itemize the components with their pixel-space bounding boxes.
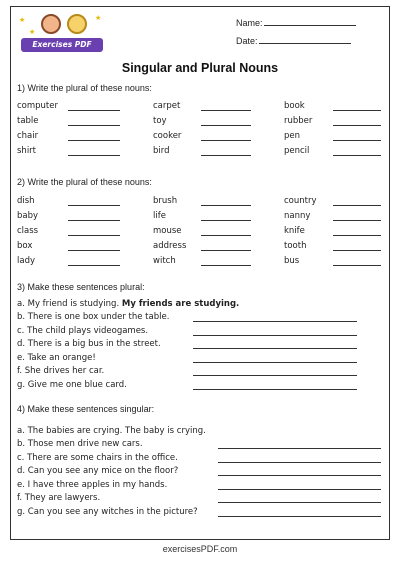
answer-line[interactable]: [193, 321, 357, 322]
sentence-item: f. They are lawyers.: [17, 493, 101, 504]
noun-item: box: [17, 241, 33, 251]
answer-line[interactable]: [333, 250, 381, 251]
answer-line[interactable]: [201, 155, 251, 156]
example-answer: My friends are studying.: [121, 299, 240, 309]
noun-item: carpet: [153, 101, 181, 111]
sentence-item: d. There is a big bus in the street.: [17, 339, 161, 350]
answer-line[interactable]: [193, 348, 357, 349]
section3-heading: 3) Make these sentences plural:: [17, 282, 145, 292]
answer-line[interactable]: [218, 462, 381, 463]
answer-line[interactable]: [193, 375, 357, 376]
date-field: [236, 36, 351, 46]
answer-line[interactable]: [68, 220, 120, 221]
date-line[interactable]: [259, 36, 351, 44]
section3-example: [17, 299, 239, 309]
answer-line[interactable]: [218, 489, 381, 490]
noun-item: lady: [17, 256, 35, 266]
noun-item: pencil: [284, 146, 310, 156]
answer-line[interactable]: [333, 110, 381, 111]
answer-line[interactable]: [333, 235, 381, 236]
answer-line[interactable]: [201, 140, 251, 141]
kid-face-icon: [41, 14, 61, 34]
answer-line[interactable]: [333, 205, 381, 206]
section1-heading: 1) Write the plural of these nouns:: [17, 83, 152, 93]
answer-line[interactable]: [201, 125, 251, 126]
noun-item: life: [153, 211, 166, 221]
noun-item: class: [17, 226, 39, 236]
answer-line[interactable]: [201, 250, 251, 251]
exercises-pdf-logo: [17, 12, 107, 56]
answer-line[interactable]: [218, 516, 381, 517]
sentence-item: e. Take an orange!: [17, 352, 96, 363]
answer-line[interactable]: [201, 235, 251, 236]
noun-item: mouse: [153, 226, 182, 236]
date-label: Date:: [236, 36, 258, 46]
name-line[interactable]: [264, 18, 356, 26]
answer-line[interactable]: [68, 125, 120, 126]
sentence-item: c. The child plays videogames.: [17, 325, 149, 336]
answer-line[interactable]: [201, 205, 251, 206]
noun-item: baby: [17, 211, 39, 221]
answer-line[interactable]: [68, 250, 120, 251]
sentence-item: b. Those men drive new cars.: [17, 439, 143, 449]
sentence-item: b. There is one box under the table.: [17, 312, 170, 322]
section4-example: a. The babies are crying. The baby is crying.: [17, 426, 206, 436]
name-field: [236, 18, 356, 28]
page-title: Singular and Plural Nouns: [121, 61, 279, 75]
answer-line[interactable]: [218, 475, 381, 476]
answer-line[interactable]: [201, 220, 251, 221]
noun-item: pen: [284, 131, 301, 141]
answer-line[interactable]: [193, 389, 357, 390]
noun-item: witch: [153, 256, 176, 266]
answer-line[interactable]: [68, 140, 120, 141]
noun-item: address: [153, 241, 187, 251]
answer-line[interactable]: [218, 502, 381, 503]
answer-line[interactable]: [193, 362, 357, 363]
noun-item: book: [284, 101, 305, 111]
sentence-item: e. I have three apples in my hands.: [17, 479, 168, 490]
noun-item: tooth: [284, 241, 307, 251]
star-icon: ★: [19, 16, 26, 24]
sentence-item: f. She drives her car.: [17, 366, 105, 377]
answer-line[interactable]: [193, 335, 357, 336]
noun-item: computer: [17, 101, 58, 111]
star-icon: ★: [95, 14, 102, 22]
noun-item: cooker: [153, 131, 182, 141]
noun-item: rubber: [284, 116, 313, 126]
answer-line[interactable]: [68, 155, 120, 156]
answer-line[interactable]: [201, 265, 251, 266]
kid-face-icon: [67, 14, 87, 34]
noun-item: knife: [284, 226, 305, 236]
answer-line[interactable]: [333, 140, 381, 141]
logo-banner: Exercises PDF: [21, 38, 103, 52]
footer-website: exercisesPDF.com: [162, 544, 238, 554]
noun-item: nanny: [284, 211, 311, 221]
sentence-item: d. Can you see any mice on the floor?: [17, 466, 179, 477]
noun-item: shirt: [17, 146, 37, 156]
section4-heading: 4) Make these sentences singular:: [17, 404, 155, 414]
noun-item: toy: [153, 116, 167, 126]
noun-item: bird: [153, 146, 170, 156]
answer-line[interactable]: [68, 205, 120, 206]
answer-line[interactable]: [333, 265, 381, 266]
sentence-item: g. Give me one blue card.: [17, 380, 127, 390]
example-sentence: a. My friend is studying.: [17, 299, 120, 309]
answer-line[interactable]: [333, 125, 381, 126]
sentence-item: g. Can you see any witches in the picture?: [17, 507, 198, 517]
answer-line[interactable]: [333, 155, 381, 156]
section2-heading: 2) Write the plural of these nouns:: [17, 177, 152, 187]
noun-item: table: [17, 116, 39, 126]
sentence-item: c. There are some chairs in the office.: [17, 452, 178, 463]
answer-line[interactable]: [68, 265, 120, 266]
noun-item: bus: [284, 256, 300, 266]
noun-item: brush: [153, 196, 178, 206]
noun-item: dish: [17, 196, 35, 206]
noun-item: country: [284, 196, 317, 206]
answer-line[interactable]: [218, 448, 381, 449]
answer-line[interactable]: [333, 220, 381, 221]
answer-line[interactable]: [68, 110, 120, 111]
answer-line[interactable]: [68, 235, 120, 236]
star-icon: ★: [29, 28, 36, 36]
answer-line[interactable]: [201, 110, 251, 111]
noun-item: chair: [17, 131, 39, 141]
name-label: Name:: [236, 18, 263, 28]
